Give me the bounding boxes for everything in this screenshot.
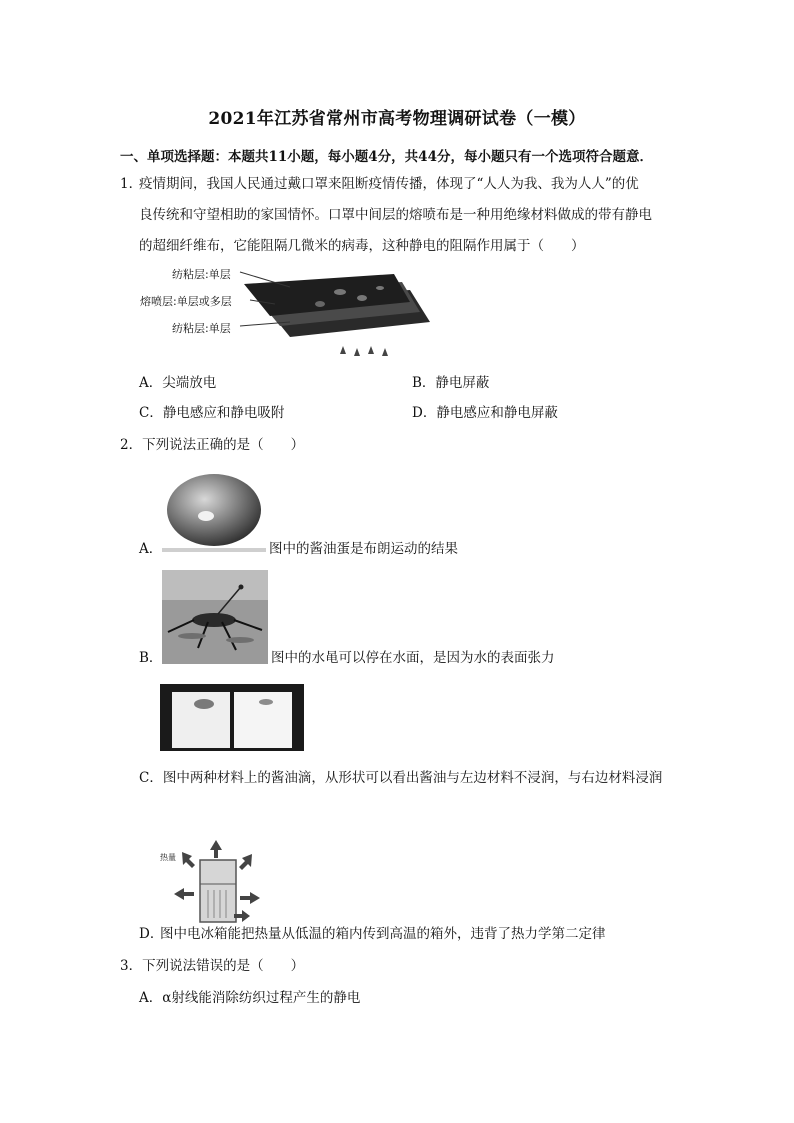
mask-layers-figure	[140, 262, 440, 362]
section-heading: 一、单项选择题：本题共11小题，每小题4分，共44分，每小题只有一个选项符合题意．	[120, 149, 653, 165]
page-title: 2021年江苏省常州市高考物理调研试卷（一模）	[208, 109, 586, 129]
figure-label: 纺粘层:单层	[172, 268, 231, 281]
option-c[interactable]: C．静电感应和静电吸附	[139, 405, 285, 421]
question-text-line: 的超细纤维布，它能阻隔几微米的病毒，这种静电的阻隔作用属于（ ）	[139, 238, 585, 254]
question-stem: 3．下列说法错误的是（ ）	[120, 958, 305, 974]
option-c[interactable]: C．图中两种材料上的酱油滴，从形状可以看出酱油与左边材料不浸润，与右边材料浸润	[139, 770, 663, 786]
question-number: 1．	[120, 176, 143, 192]
option-a-prefix[interactable]: A．	[139, 541, 163, 557]
figure-label: 熔喷层:单层或多层	[140, 295, 232, 308]
water-strider-image	[162, 570, 268, 664]
option-b[interactable]: B．静电屏蔽	[412, 375, 490, 391]
question-text-line: 疫情期间，我国人民通过戴口罩来阻断疫情传播，体现了“人人为我、我为人人”的优	[139, 176, 639, 192]
refrigerator-image	[160, 838, 270, 924]
heat-label: 热量	[160, 853, 176, 862]
option-a[interactable]: A．尖端放电	[139, 375, 217, 391]
figure-label: 纺粘层:单层	[172, 322, 231, 335]
option-a[interactable]: A．α射线能消除纺织过程产生的静电	[139, 990, 361, 1006]
option-b-prefix[interactable]: B．	[139, 650, 163, 666]
option-d[interactable]: D．静电感应和静电屏蔽	[412, 405, 558, 421]
option-d-text[interactable]: 图中电冰箱能把热量从低温的箱内传到高温的箱外，违背了热力学第二定律	[160, 926, 606, 942]
option-b-text[interactable]: 图中的水黾可以停在水面，是因为水的表面张力	[271, 650, 555, 666]
soy-egg-image	[162, 468, 266, 554]
question-stem: 2．下列说法正确的是（ ）	[120, 437, 305, 453]
option-a-text[interactable]: 图中的酱油蛋是布朗运动的结果	[269, 541, 458, 557]
two-materials-image	[160, 684, 304, 751]
question-text-line: 良传统和守望相助的家国情怀。口罩中间层的熔喷布是一种用绝缘材料做成的带有静电	[139, 207, 652, 223]
option-d-prefix[interactable]: D．	[139, 926, 164, 942]
